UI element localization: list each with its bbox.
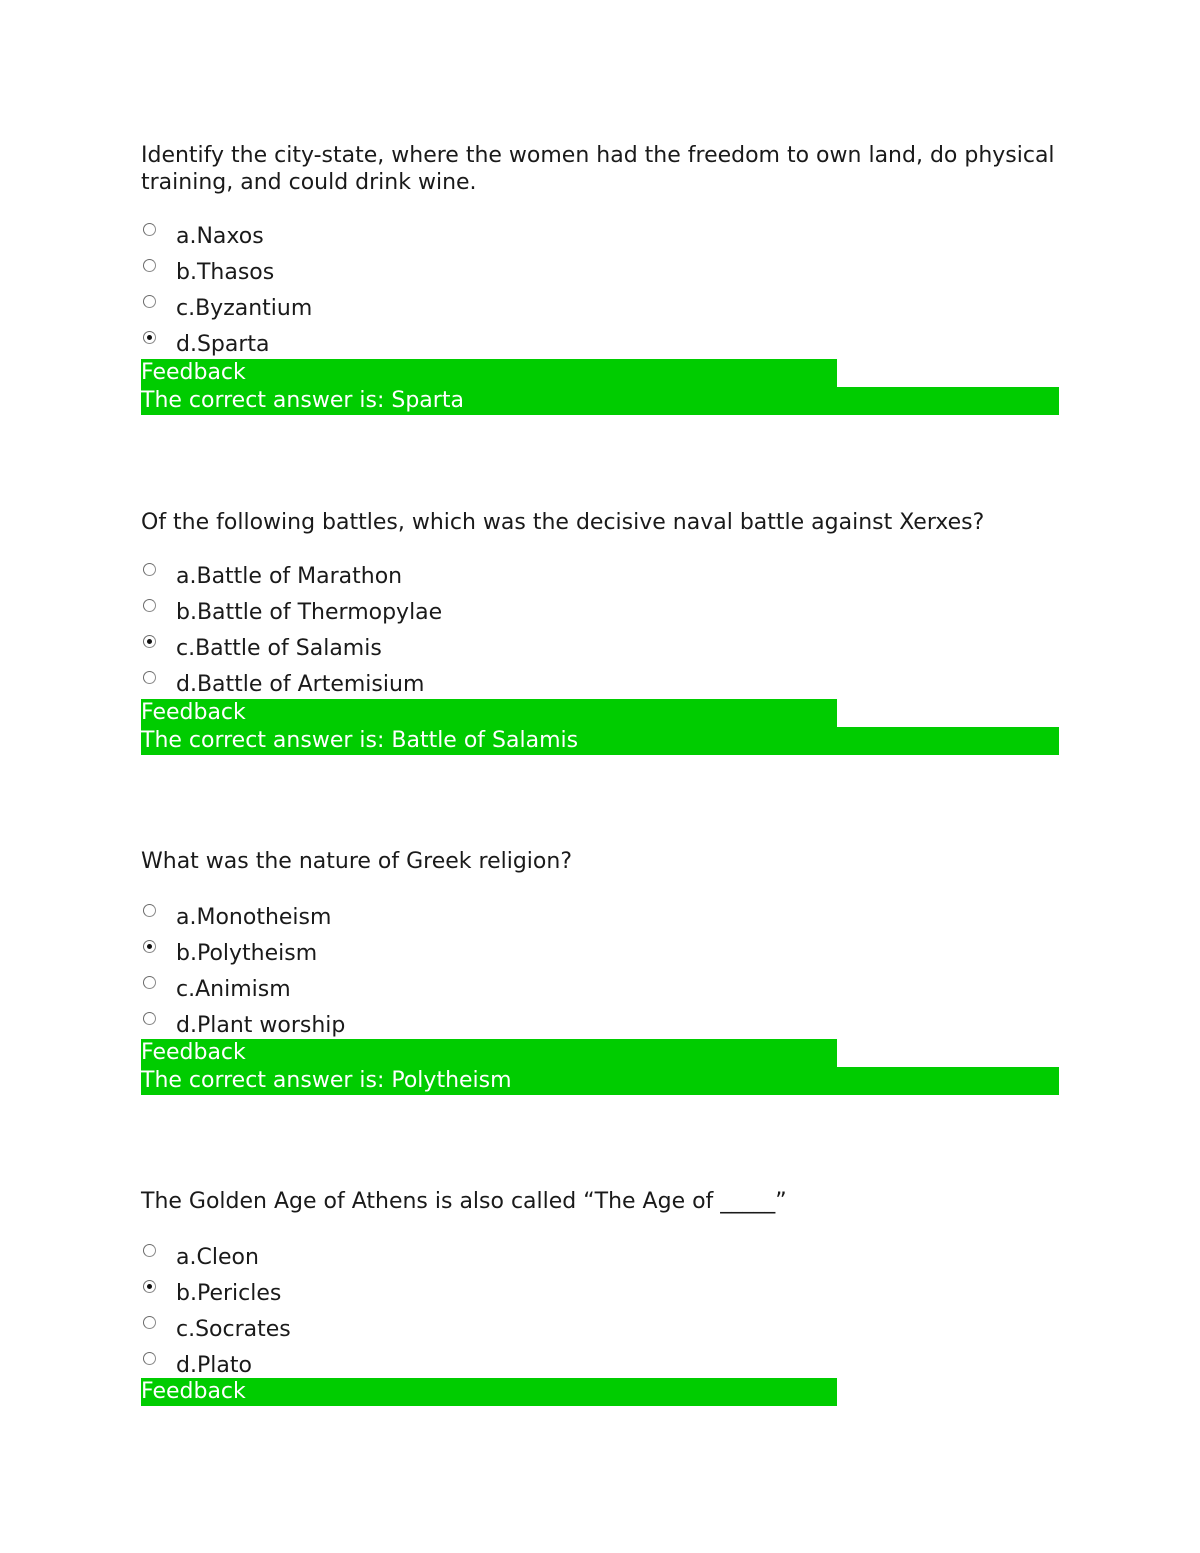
answer-option[interactable]: [141, 259, 841, 295]
option-label: d.Plant worship: [176, 1013, 346, 1038]
radio-button-selected[interactable]: [143, 940, 156, 953]
answer-option[interactable]: [141, 563, 841, 599]
option-label: b.Pericles: [176, 1281, 282, 1306]
option-label: a.Battle of Marathon: [176, 564, 403, 589]
radio-button[interactable]: [143, 1012, 156, 1025]
radio-button[interactable]: [143, 904, 156, 917]
question-block: [141, 509, 1061, 753]
radio-button[interactable]: [143, 599, 156, 612]
option-label: b.Polytheism: [176, 941, 318, 966]
answer-option[interactable]: [141, 976, 841, 1012]
radio-button[interactable]: [143, 295, 156, 308]
answer-option[interactable]: [141, 1244, 841, 1280]
option-label: c.Battle of Salamis: [176, 636, 382, 661]
question-block: [141, 1188, 1061, 1404]
radio-button[interactable]: [143, 223, 156, 236]
answer-option[interactable]: [141, 1280, 841, 1316]
option-label: d.Battle of Artemisium: [176, 672, 425, 697]
radio-button[interactable]: [143, 1244, 156, 1257]
question-text: Identify the city-state, where the women had the freedom to own land, do physical training, and could drink wine.: [141, 143, 1055, 195]
answer-option[interactable]: [141, 1316, 841, 1352]
radio-button[interactable]: [143, 1316, 156, 1329]
option-label: d.Sparta: [176, 332, 270, 357]
option-label: a.Naxos: [176, 224, 264, 249]
feedback-correct-answer: The correct answer is: Battle of Salamis: [141, 727, 1059, 755]
radio-button[interactable]: [143, 671, 156, 684]
radio-button-selected[interactable]: [143, 1280, 156, 1293]
answer-option[interactable]: [141, 904, 841, 940]
feedback-header: Feedback: [141, 1039, 837, 1067]
question-block: [141, 142, 1061, 413]
feedback-header: Feedback: [141, 699, 837, 727]
feedback-correct-answer: The correct answer is: Polytheism: [141, 1067, 1059, 1095]
answer-option[interactable]: [141, 940, 841, 976]
feedback-header: Feedback: [141, 1378, 837, 1406]
radio-button-selected[interactable]: [143, 635, 156, 648]
option-label: b.Battle of Thermopylae: [176, 600, 443, 625]
feedback-header: Feedback: [141, 359, 837, 387]
answer-option[interactable]: [141, 635, 841, 671]
radio-button[interactable]: [143, 563, 156, 576]
feedback-correct-answer: The correct answer is: Sparta: [141, 387, 1059, 415]
radio-button-selected[interactable]: [143, 331, 156, 344]
question-text: What was the nature of Greek religion?: [141, 849, 572, 874]
radio-button[interactable]: [143, 259, 156, 272]
radio-button[interactable]: [143, 1352, 156, 1365]
answer-option[interactable]: [141, 223, 841, 259]
option-label: b.Thasos: [176, 260, 275, 285]
question-block: [141, 848, 1061, 1093]
option-label: c.Socrates: [176, 1317, 291, 1342]
option-label: c.Byzantium: [176, 296, 313, 321]
answer-option[interactable]: [141, 599, 841, 635]
option-label: c.Animism: [176, 977, 291, 1002]
answer-option[interactable]: [141, 295, 841, 331]
option-label: a.Cleon: [176, 1245, 259, 1270]
option-label: a.Monotheism: [176, 905, 332, 930]
option-label: d.Plato: [176, 1353, 252, 1378]
question-text: Of the following battles, which was the decisive naval battle against Xerxes?: [141, 510, 985, 535]
radio-button[interactable]: [143, 976, 156, 989]
question-text: The Golden Age of Athens is also called “The Age of _____”: [141, 1189, 787, 1214]
